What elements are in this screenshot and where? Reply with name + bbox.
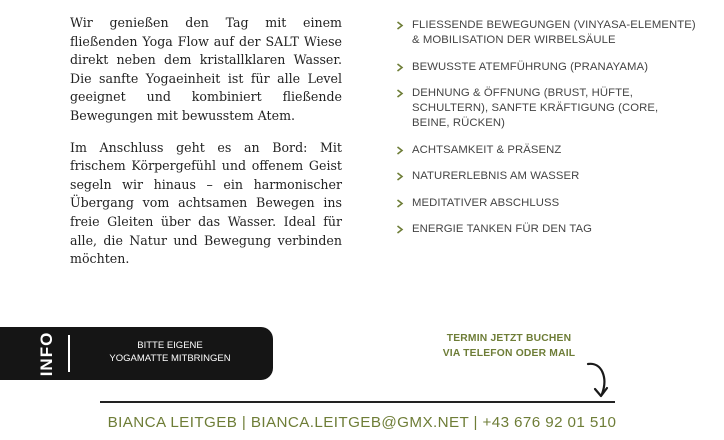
feature-text: BEWUSSTE ATEMFÜHRUNG (PRANAYAMA) [412,60,649,73]
chevron-right-icon [396,18,412,33]
feature-item [396,86,696,131]
description-paragraph: Wir genießen den Tag mit einem fließenden Yoga Flow auf der SALT Wiese direkt neben dem kristallklaren Wasser. Die sanfte Yogaeinheit ist für alle Level geeignet und kombiniert fließende Bewegungen mit bewusstem Atem. [70,15,342,123]
feature-item [396,60,696,75]
feature-item [396,196,696,211]
info-label: INFO [37,331,56,377]
info-box [0,327,273,380]
description-paragraph: Im Anschluss geht es an Bord: Mit frischem Körpergefühl und offenem Geist segeln wir hinaus – ein harmonischer Übergang vom achtsamen Bewegen ins freie Gleiten über das Wasser. Ideal für alle, die Natur und Bewegung verbinden möchten. [70,139,342,267]
chevron-right-icon [396,143,412,158]
feature-text: DEHNUNG & ÖFFNUNG (BRUST, HÜFTE, SCHULTERN), SANFTE KRÄFTIGUNG (CORE, BEINE, RÜCKEN) [412,87,659,129]
feature-text: ACHTSAMKEIT & PRÄSENZ [412,143,562,156]
chevron-right-icon [396,60,412,75]
chevron-right-icon [396,86,412,101]
feature-list [396,18,696,237]
chevron-right-icon [396,169,412,184]
info-text-line: BITTE EIGENE [137,340,203,351]
chevron-right-icon [396,196,412,211]
feature-text: NATURERLEBNIS AM WASSER [412,170,580,182]
feature-item [396,169,696,184]
info-divider [68,335,70,372]
feature-text: FLIESSENDE BEWEGUNGEN (VINYASA-ELEMENTE) & MOBILISATION DER WIRBELSÄULE [412,19,696,46]
cta-line: VIA TELEFON ODER MAIL [442,348,576,359]
description-column [70,14,342,282]
cta-line: TERMIN JETZT BUCHEN [446,333,572,344]
feature-column [396,18,696,249]
feature-text: MEDITATIVER ABSCHLUSS [412,196,560,209]
feature-item [396,222,696,237]
feature-item [396,143,696,158]
footer-divider [100,401,615,403]
info-text-line: YOGAMATTE MITBRINGEN [109,352,231,364]
feature-item [396,18,696,48]
booking-cta [418,331,600,361]
curved-arrow-down-icon [578,358,618,404]
info-text [76,340,264,365]
feature-text: ENERGIE TANKEN FÜR DEN TAG [412,223,593,235]
contact-line: BIANCA LEITGEB | BIANCA.LEITGEB@GMX.NET | +43 676 92 01 510 [107,414,617,431]
chevron-right-icon [396,222,412,237]
